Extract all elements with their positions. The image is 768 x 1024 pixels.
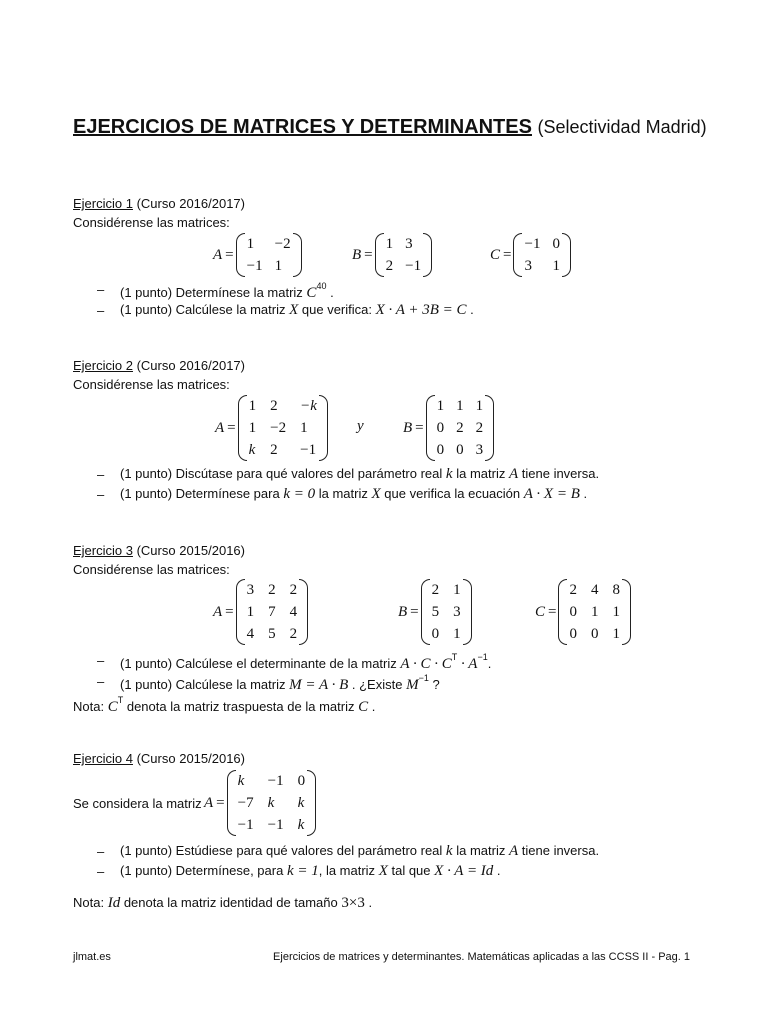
footer-site: jlmat.es: [73, 951, 111, 963]
footer-info: Ejercicios de matrices y determinantes. Matemáticas aplicadas a las CCSS II - Pag. 1: [273, 951, 690, 963]
ex1-item-2: (1 punto) Calcúlese la matriz X que verifica: X · A + 3B = C .: [120, 302, 474, 318]
ex1-heading: [73, 196, 245, 211]
ex4-matrix-a: A = k −1 0 −7 k k −1 −1 k: [204, 770, 316, 836]
ex3-item-2: (1 punto) Calcúlese la matriz M = A · B . ¿Existe $M^{-1}$ ?: [120, 673, 440, 693]
ex1-matrix-c: C = −1 0 3 1: [490, 233, 571, 277]
ex1-item-1: (1 punto) Determínese la matriz $C^{40}$ .: [120, 281, 334, 301]
ex3-note: Nota: $C^T$ denota la matriz traspuesta de la matriz C .: [73, 695, 376, 715]
ex3-matrix-c: C = 2 4 8 0 1 1 0 0 1: [535, 579, 631, 645]
ex2-and: y: [357, 418, 364, 434]
ex4-heading: Ejercicio 4 (Curso 2015/2016): [73, 751, 245, 766]
ex4-note: Nota: Id denota la matriz identidad de tamaño 3×3 .: [73, 895, 373, 911]
ex1-matrix-a: A = 1 −2 −1 1: [213, 233, 302, 277]
ex4-item-2: (1 punto) Determínese, para k = 1, la matriz X tal que X · A = Id .: [120, 863, 501, 879]
ex2-matrix-a: A = 1 2 −k 1 −2 1 k 2 −1: [215, 395, 328, 461]
ex3-item-1: (1 punto) Calcúlese el determinante de la matriz $A \cdot C \cdot C^T \cdot A^{-1}$.: [120, 652, 492, 672]
ex2-intro: Considérense las matrices:: [73, 377, 230, 392]
page-title: [73, 116, 707, 139]
ex1-label: Ejercicio 1: [73, 196, 133, 211]
ex3-matrix-b: B = 2 1 5 3 0 1: [398, 579, 472, 645]
ex3-heading: Ejercicio 3 (Curso 2015/2016): [73, 543, 245, 558]
ex1-course: (Curso 2016/2017): [136, 196, 245, 211]
ex4-intro: Se considera la matriz: [73, 796, 202, 811]
ex1-intro: Considérense las matrices:: [73, 215, 230, 230]
ex4-item-1: (1 punto) Estúdiese para qué valores del parámetro real k la matriz A tiene inversa.: [120, 843, 600, 859]
title-main: EJERCICIOS DE MATRICES Y DETERMINANTES: [73, 116, 532, 138]
ex2-heading: Ejercicio 2 (Curso 2016/2017): [73, 358, 245, 373]
ex2-item-2: (1 punto) Determínese para k = 0 la matriz X que verifica la ecuación A · X = B .: [120, 486, 588, 502]
ex3-intro: Considérense las matrices:: [73, 562, 230, 577]
ex1-matrix-b: B = 1 3 2 −1: [352, 233, 432, 277]
ex2-item-1: (1 punto) Discútase para qué valores del parámetro real k la matriz A tiene inversa.: [120, 466, 600, 482]
ex3-matrix-a: A = 3 2 2 1 7 4 4 5 2: [213, 579, 308, 645]
title-sub: (Selectividad Madrid): [537, 117, 707, 137]
ex2-matrix-b: B = 1 1 1 0 2 2 0 0 3: [403, 395, 494, 461]
